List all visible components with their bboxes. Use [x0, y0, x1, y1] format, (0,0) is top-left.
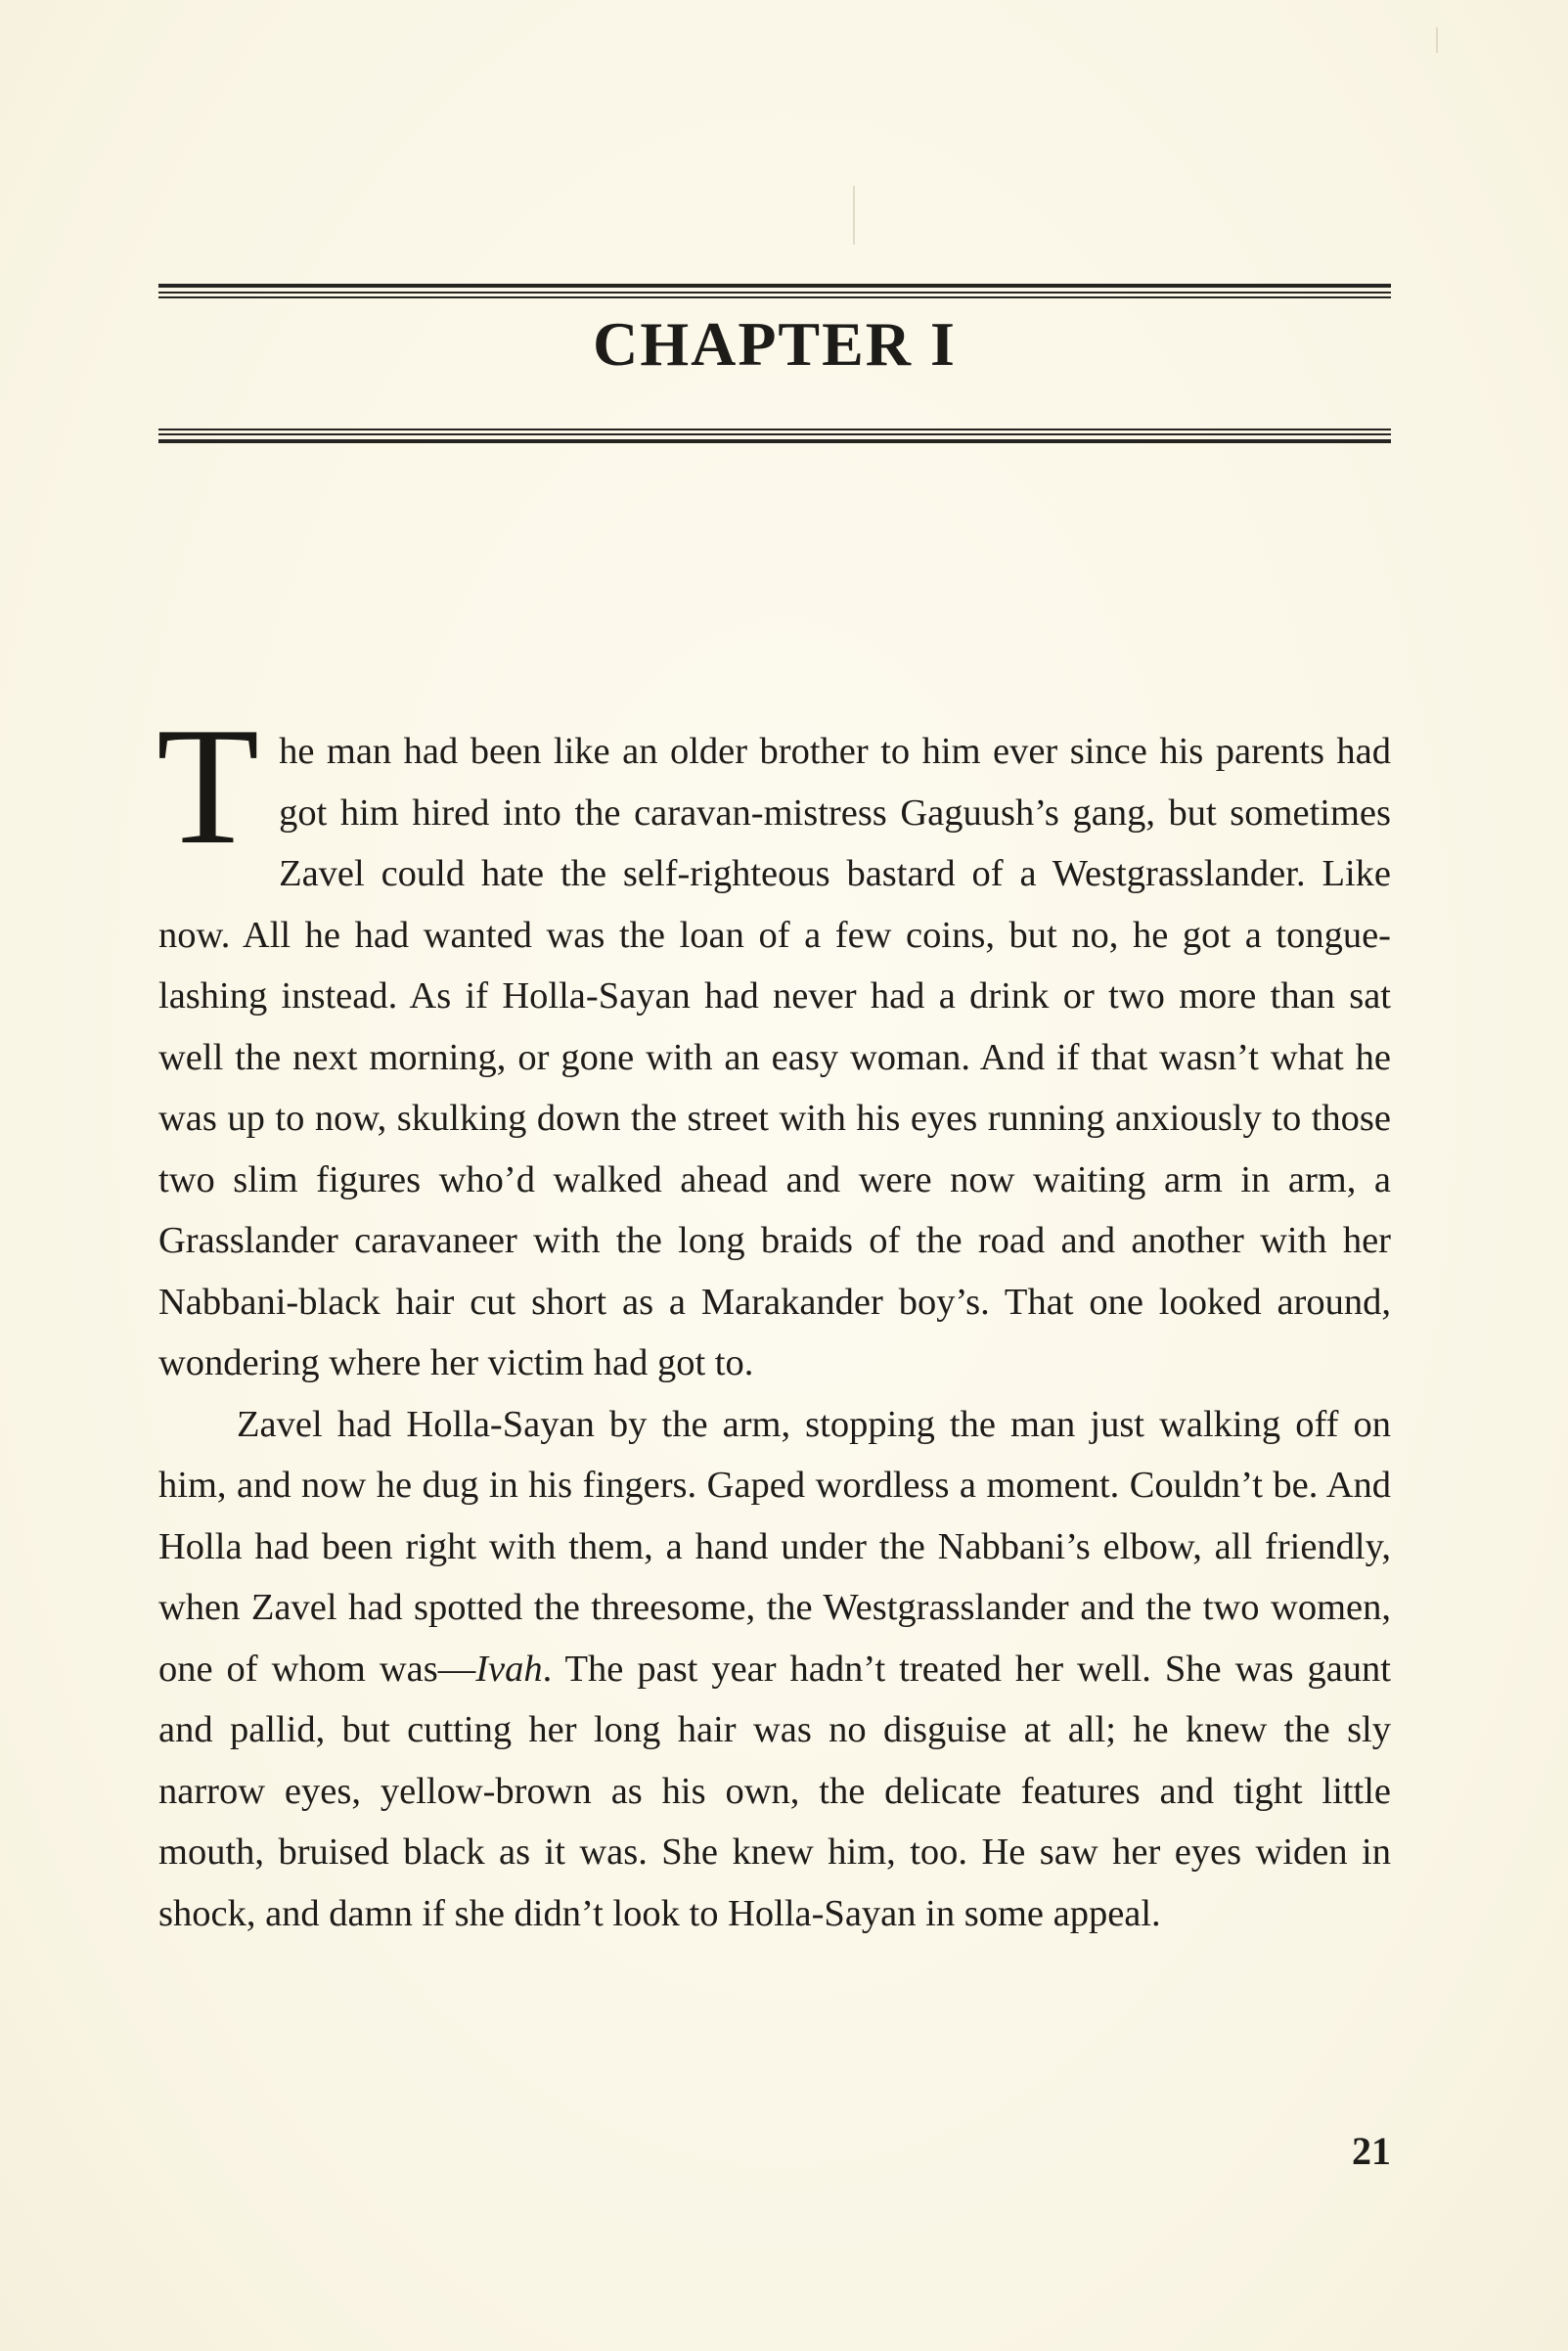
chapter-title: CHAPTER I — [593, 309, 957, 379]
paragraph-2-italic-name: Ivah — [475, 1648, 543, 1690]
paragraph-1-text: he man had been like an older brother to him ever since his parents had got him hired into the caravan-mistress Gaguush’s gang, but sometimes Zavel could hate the self-righteous bastard of a Westgrasslander. Like now. All he had wanted was the loan of a few coins, but no, he got a tongue-lashing instead. As if Holla-Sayan had never had a drink or two more than sat well the next morning, or gone with an easy woman. And if that wasn’t what he was up to now, skulking down the street with his eyes running anxiously to those two slim figures who’d walked ahead and were now waiting arm in arm, a Grasslander caravaneer with the long braids of the road and another with her Nabbani-black hair cut short as a Marakander boy’s. That one looked around, wondering where her victim had got to. — [158, 731, 1391, 1383]
chapter-top-rule — [158, 284, 1391, 298]
paragraph-2 — [158, 1394, 1391, 1945]
paragraph-1 — [157, 694, 1391, 1394]
body-text — [157, 694, 1391, 1944]
paper-speck — [1436, 27, 1438, 53]
drop-cap: T — [157, 694, 260, 880]
paragraph-2-text-a: Zavel had Holla-Sayan by the arm, stopping the man just walking off on him, and now he dug in his fingers. Gaped wordless a moment. Couldn’t be. And Holla had been right with them, a hand under the Nabbani’s elbow, all friendly, when Zavel had spotted the threesome, the Westgrasslander and the two women, one of whom was— — [158, 1403, 1391, 1690]
paper-speck — [853, 186, 855, 245]
chapter-bottom-rule — [158, 426, 1391, 443]
paragraph-2-text-b: . The past year hadn’t treated her well. She was gaunt and pallid, but cutting her long hair was no disguise at all; he knew the sly narrow eyes, yellow-brown as his own, the delicate features and tight little mouth, bruised black as it was. She knew him, too. He saw her eyes widen in shock, and damn if she didn’t look to Holla-Sayan in some appeal. — [158, 1648, 1391, 1934]
page-number: 21 — [1352, 2129, 1391, 2173]
